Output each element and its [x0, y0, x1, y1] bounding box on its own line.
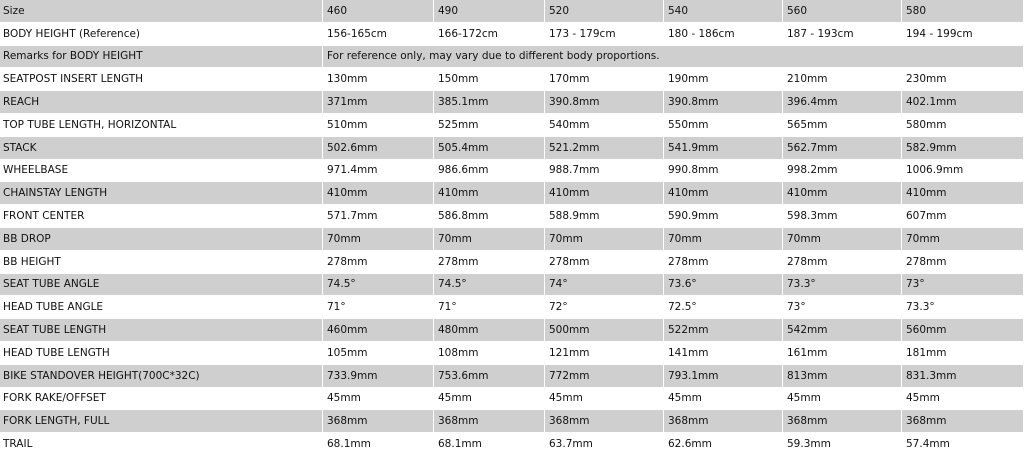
table-cell: 541.9mm: [664, 137, 783, 160]
table-cell: 560: [783, 0, 902, 23]
row-label: REACH: [0, 91, 323, 114]
table-cell: 368mm: [902, 410, 1024, 433]
table-cell: 70mm: [434, 228, 545, 251]
table-cell: 278mm: [783, 251, 902, 274]
table-row: [0, 46, 1024, 69]
table-cell: 571.7mm: [323, 205, 434, 228]
table-cell: 45mm: [902, 388, 1024, 411]
row-label: SEAT TUBE ANGLE: [0, 274, 323, 297]
table-row: [0, 68, 1024, 91]
table-cell: 368mm: [323, 410, 434, 433]
table-cell: 73.3°: [902, 296, 1024, 319]
row-label: SEAT TUBE LENGTH: [0, 319, 323, 342]
table-cell: 542mm: [783, 319, 902, 342]
row-label: BB DROP: [0, 228, 323, 251]
table-cell: 410mm: [545, 182, 664, 205]
table-cell: 210mm: [783, 68, 902, 91]
table-cell: 598.3mm: [783, 205, 902, 228]
row-label: BB HEIGHT: [0, 251, 323, 274]
table-cell: 73.6°: [664, 274, 783, 297]
table-cell: 588.9mm: [545, 205, 664, 228]
table-cell: 173 - 179cm: [545, 23, 664, 46]
table-cell: 460: [323, 0, 434, 23]
table-cell: 68.1mm: [434, 433, 545, 456]
row-label: BIKE STANDOVER HEIGHT(700C*32C): [0, 365, 323, 388]
table-cell: 560mm: [902, 319, 1024, 342]
row-label: Remarks for BODY HEIGHT: [0, 46, 323, 69]
table-row: [0, 137, 1024, 160]
table-cell: 45mm: [323, 388, 434, 411]
table-cell: 368mm: [545, 410, 664, 433]
table-cell: 562.7mm: [783, 137, 902, 160]
table-cell: 521.2mm: [545, 137, 664, 160]
table-row: [0, 251, 1024, 274]
table-cell: 161mm: [783, 342, 902, 365]
row-label: TOP TUBE LENGTH, HORIZONTAL: [0, 114, 323, 137]
table-cell: 368mm: [434, 410, 545, 433]
table-cell: 278mm: [545, 251, 664, 274]
table-cell: 733.9mm: [323, 365, 434, 388]
table-cell: 988.7mm: [545, 160, 664, 183]
table-cell: 105mm: [323, 342, 434, 365]
table-cell: 502.6mm: [323, 137, 434, 160]
row-label: HEAD TUBE ANGLE: [0, 296, 323, 319]
table-cell: 73°: [902, 274, 1024, 297]
table-cell: 180 - 186cm: [664, 23, 783, 46]
table-cell: 368mm: [664, 410, 783, 433]
table-cell: 45mm: [545, 388, 664, 411]
table-cell: 278mm: [434, 251, 545, 274]
table-cell: 141mm: [664, 342, 783, 365]
table-row: [0, 319, 1024, 342]
table-cell: 45mm: [783, 388, 902, 411]
table-cell: 156-165cm: [323, 23, 434, 46]
table-cell: 410mm: [434, 182, 545, 205]
table-cell: 278mm: [323, 251, 434, 274]
table-cell: 990.8mm: [664, 160, 783, 183]
table-cell: 580: [902, 0, 1024, 23]
table-cell: 753.6mm: [434, 365, 545, 388]
row-label: FORK RAKE/OFFSET: [0, 388, 323, 411]
table-cell: 520: [545, 0, 664, 23]
row-label: WHEELBASE: [0, 160, 323, 183]
table-cell: 70mm: [664, 228, 783, 251]
table-cell: 45mm: [434, 388, 545, 411]
table-cell: 410mm: [323, 182, 434, 205]
table-cell: 580mm: [902, 114, 1024, 137]
table-cell: 72.5°: [664, 296, 783, 319]
table-cell: 971.4mm: [323, 160, 434, 183]
row-label: HEAD TUBE LENGTH: [0, 342, 323, 365]
table-cell: 586.8mm: [434, 205, 545, 228]
table-cell: 74.5°: [434, 274, 545, 297]
table-row: [0, 410, 1024, 433]
table-row: [0, 91, 1024, 114]
table-cell: 490: [434, 0, 545, 23]
table-cell: 187 - 193cm: [783, 23, 902, 46]
table-cell: 390.8mm: [664, 91, 783, 114]
table-cell: 410mm: [664, 182, 783, 205]
table-cell: 73°: [783, 296, 902, 319]
table-cell: 460mm: [323, 319, 434, 342]
table-cell: 71°: [434, 296, 545, 319]
table-cell: 278mm: [664, 251, 783, 274]
table-cell: 480mm: [434, 319, 545, 342]
table-cell: 181mm: [902, 342, 1024, 365]
table-cell: 396.4mm: [783, 91, 902, 114]
table-cell: 550mm: [664, 114, 783, 137]
table-cell: 793.1mm: [664, 365, 783, 388]
table-cell: 998.2mm: [783, 160, 902, 183]
table-cell: 130mm: [323, 68, 434, 91]
table-cell: 190mm: [664, 68, 783, 91]
table-cell: 505.4mm: [434, 137, 545, 160]
table-cell: 540: [664, 0, 783, 23]
table-row: [0, 433, 1024, 456]
table-cell: 62.6mm: [664, 433, 783, 456]
table-cell: 278mm: [902, 251, 1024, 274]
table-cell: 831.3mm: [902, 365, 1024, 388]
table-row: [0, 365, 1024, 388]
table-cell: 522mm: [664, 319, 783, 342]
table-cell: 68.1mm: [323, 433, 434, 456]
table-row: [0, 388, 1024, 411]
table-cell: 70mm: [545, 228, 664, 251]
table-cell: 525mm: [434, 114, 545, 137]
table-cell: 108mm: [434, 342, 545, 365]
table-cell: 194 - 199cm: [902, 23, 1024, 46]
table-cell: 121mm: [545, 342, 664, 365]
table-cell: 607mm: [902, 205, 1024, 228]
table-cell: 70mm: [783, 228, 902, 251]
table-cell: 73.3°: [783, 274, 902, 297]
table-cell: 150mm: [434, 68, 545, 91]
table-cell: 74°: [545, 274, 664, 297]
table-cell: 510mm: [323, 114, 434, 137]
row-label: BODY HEIGHT (Reference): [0, 23, 323, 46]
table-cell: 390.8mm: [545, 91, 664, 114]
row-label: CHAINSTAY LENGTH: [0, 182, 323, 205]
table-row: [0, 296, 1024, 319]
table-cell: 72°: [545, 296, 664, 319]
table-row: [0, 228, 1024, 251]
row-label: SEATPOST INSERT LENGTH: [0, 68, 323, 91]
table-cell: 402.1mm: [902, 91, 1024, 114]
table-cell: 410mm: [783, 182, 902, 205]
table-cell: 170mm: [545, 68, 664, 91]
table-cell: 500mm: [545, 319, 664, 342]
table-cell: 70mm: [323, 228, 434, 251]
table-cell: 71°: [323, 296, 434, 319]
row-label: FRONT CENTER: [0, 205, 323, 228]
table-cell: 230mm: [902, 68, 1024, 91]
table-cell: 74.5°: [323, 274, 434, 297]
table-cell: 582.9mm: [902, 137, 1024, 160]
remark-cell: For reference only, may vary due to different body proportions.: [323, 46, 1024, 69]
table-cell: 368mm: [783, 410, 902, 433]
table-cell: 772mm: [545, 365, 664, 388]
row-label: FORK LENGTH, FULL: [0, 410, 323, 433]
table-row: [0, 274, 1024, 297]
table-row: [0, 114, 1024, 137]
table-cell: 1006.9mm: [902, 160, 1024, 183]
table-row: [0, 205, 1024, 228]
table-row: [0, 160, 1024, 183]
table-cell: 385.1mm: [434, 91, 545, 114]
table-cell: 540mm: [545, 114, 664, 137]
table-cell: 565mm: [783, 114, 902, 137]
table-cell: 813mm: [783, 365, 902, 388]
table-cell: 410mm: [902, 182, 1024, 205]
row-label: TRAIL: [0, 433, 323, 456]
table-cell: 70mm: [902, 228, 1024, 251]
table-row: [0, 23, 1024, 46]
table-row: [0, 342, 1024, 365]
row-label: STACK: [0, 137, 323, 160]
table-row: [0, 0, 1024, 23]
row-label: Size: [0, 0, 323, 23]
table-cell: 59.3mm: [783, 433, 902, 456]
table-cell: 63.7mm: [545, 433, 664, 456]
table-cell: 57.4mm: [902, 433, 1024, 456]
table-cell: 986.6mm: [434, 160, 545, 183]
table-cell: 590.9mm: [664, 205, 783, 228]
table-cell: 371mm: [323, 91, 434, 114]
table-cell: 45mm: [664, 388, 783, 411]
table-row: [0, 182, 1024, 205]
table-cell: 166-172cm: [434, 23, 545, 46]
